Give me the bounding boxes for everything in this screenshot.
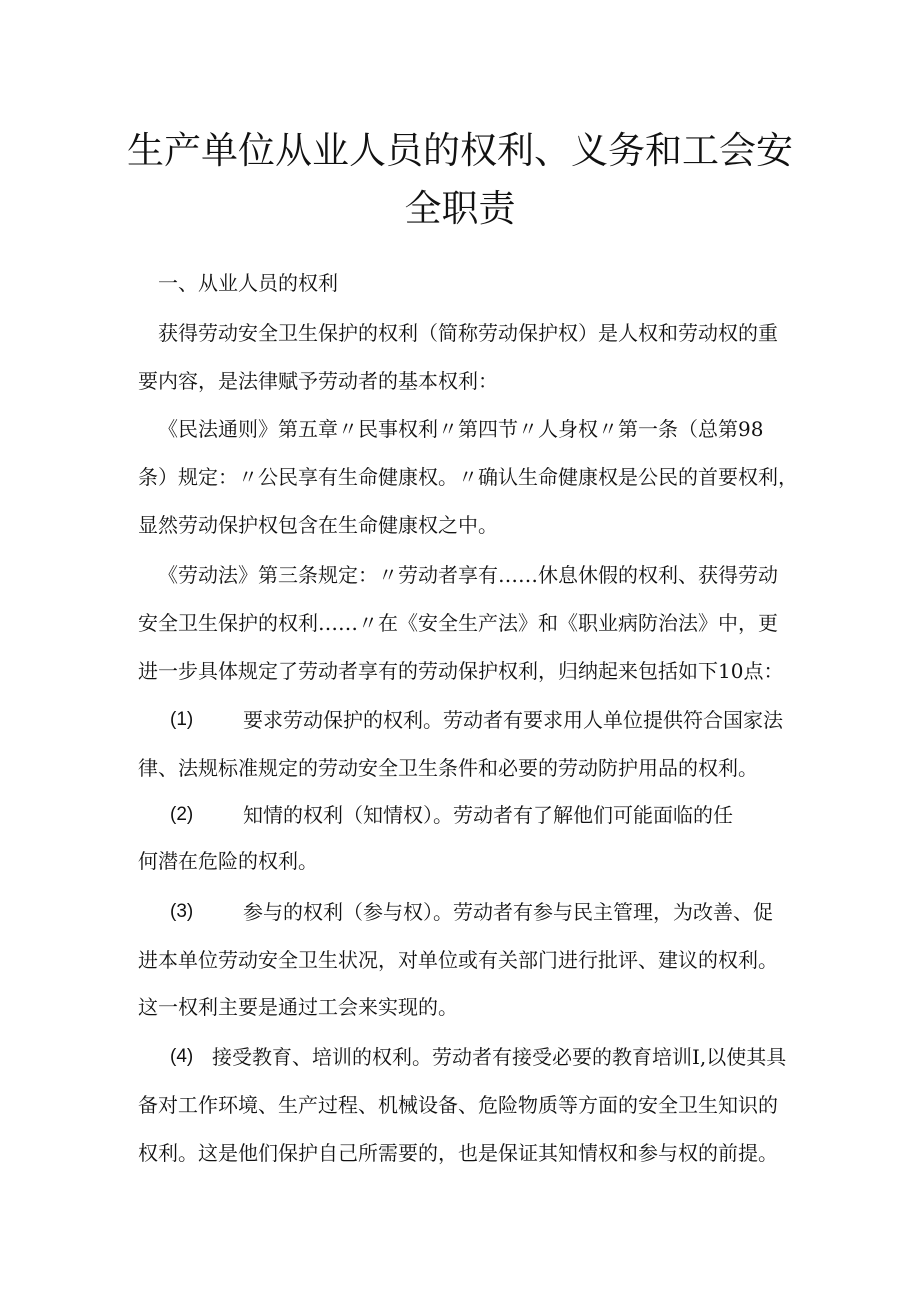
- title-line-1: 生产单位从业人员的权利、义务和工会安: [127, 129, 793, 172]
- item-number: (3): [170, 901, 194, 922]
- para3-line3: 进一步具体规定了劳动者享有的劳动保护权利，归纳起来包括如下10点：: [138, 659, 784, 683]
- item-number: (4): [170, 1046, 194, 1067]
- item2-line2: 何潜在危险的权利。: [138, 849, 318, 873]
- item1-line1: 要求劳动保护的权利。劳动者有要求用人单位提供符合国家法: [243, 708, 783, 732]
- item3-line2: 进本单位劳动安全卫生状况，对单位或有关部门进行批评、建议的权利。: [138, 948, 778, 972]
- item3-line1: 参与的权利（参与权）。劳动者有参与民主管理，为改善、促: [243, 900, 773, 924]
- item3-line3: 这一权利主要是通过工会来实现的。: [138, 995, 458, 1019]
- para1-line1: 获得劳动安全卫生保护的权利（简称劳动保护权）是人权和劳动权的重: [158, 321, 778, 345]
- section-heading: 一、从业人员的权利: [158, 271, 338, 295]
- para2-line1: 《民法通则》第五章〃民事权利〃第四节〃人身权〃第一条（总第98: [158, 417, 764, 441]
- item-number: (2): [170, 804, 194, 825]
- item4-line1: 接受教育、培训的权利。劳动者有接受必要的教育培训I,以使其具: [212, 1045, 787, 1069]
- item4-line3: 权利。这是他们保护自己所需要的，也是保证其知情权和参与权的前提。: [138, 1141, 778, 1165]
- item4-line2: 备对工作环境、生产过程、机械设备、危险物质等方面的安全卫生知识的: [138, 1093, 778, 1117]
- para1-line2: 要内容，是法律赋予劳动者的基本权利：: [138, 369, 498, 393]
- para2-line3: 显然劳动保护权包含在生命健康权之中。: [138, 513, 498, 537]
- document-title: [100, 122, 820, 238]
- title-line-2: 全职责: [404, 187, 516, 230]
- item-number: (1): [170, 709, 194, 730]
- para2-line2: 条）规定：〃公民享有生命健康权。〃确认生命健康权是公民的首要权利，: [138, 465, 798, 489]
- para3-line1: 《劳动法》第三条规定：〃劳动者享有……休息休假的权利、获得劳动: [158, 563, 778, 587]
- item2-line1: 知情的权利（知情权）。劳动者有了解他们可能面临的任: [243, 803, 733, 827]
- item1-line2: 律、法规标准规定的劳动安全卫生条件和必要的劳动防护用品的权利。: [138, 756, 758, 780]
- para3-line2: 安全卫生保护的权利……〃在《安全生产法》和《职业病防治法》中，更: [138, 611, 778, 635]
